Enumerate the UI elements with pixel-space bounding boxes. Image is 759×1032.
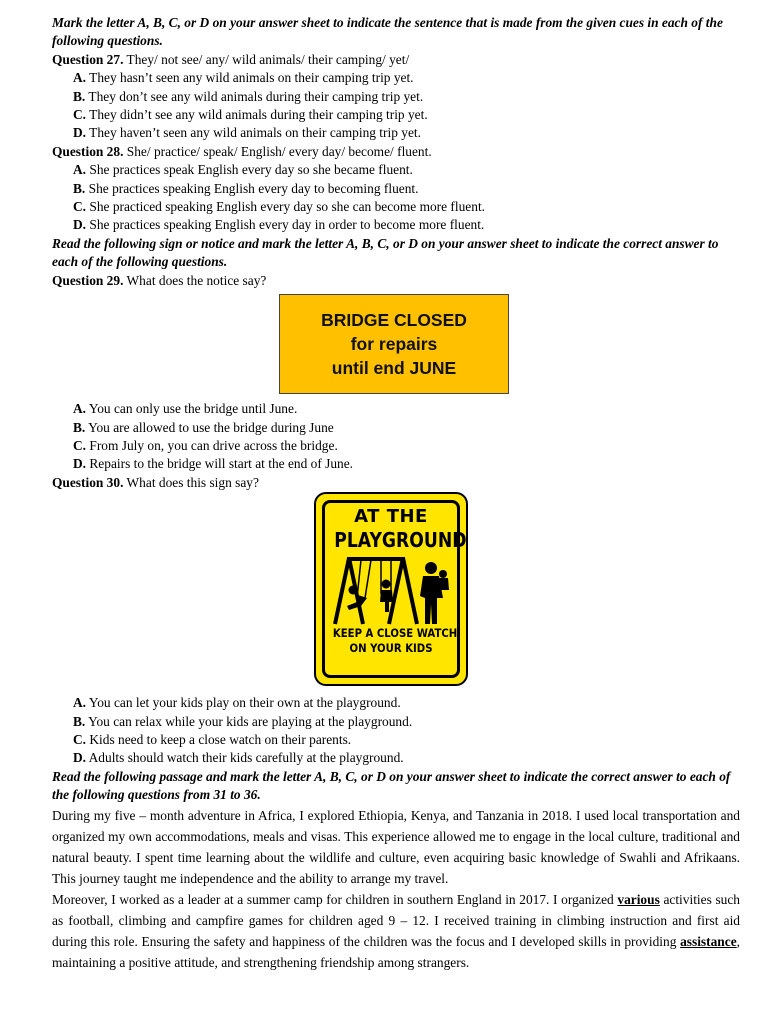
question-29-label: Question 29. <box>52 272 124 288</box>
option-letter: C. <box>73 437 87 453</box>
option-text: She practices speaking English every day to becoming fluent. <box>85 180 419 196</box>
q28-option-a[interactable] <box>52 161 740 179</box>
option-letter: C. <box>73 199 87 215</box>
q27-option-b[interactable] <box>52 88 740 106</box>
option-letter: A. <box>73 695 87 711</box>
playground-sign-container <box>52 492 740 694</box>
q27-option-a[interactable] <box>52 69 740 87</box>
option-letter: C. <box>73 107 87 123</box>
question-27-label: Question 27. <box>52 51 124 67</box>
option-letter: B. <box>73 713 86 729</box>
question-29-text: What does the notice say? <box>123 272 267 288</box>
option-text: From July on, you can drive across the bridge. <box>86 437 338 453</box>
option-letter: A. <box>73 70 87 86</box>
sign-line-2: PLAYGROUND <box>334 528 467 553</box>
option-letter: D. <box>73 217 87 233</box>
option-letter: B. <box>73 180 86 196</box>
question-28-label: Question 28. <box>52 143 124 159</box>
passage-text: , maintaining a positive attitude, and strengthening friendship among strangers. <box>52 933 740 970</box>
passage-paragraph-2 <box>52 889 740 973</box>
option-letter: D. <box>73 456 87 472</box>
sign-line-1: BRIDGE CLOSED <box>321 310 467 331</box>
question-30 <box>52 474 740 492</box>
option-text: She practices speaking English every day in order to become more fluent. <box>86 217 485 233</box>
sign-line-4: ON YOUR KIDS <box>349 641 433 656</box>
sign-line-3: until end JUNE <box>331 358 457 379</box>
instruction-passage: Read the following passage and mark the letter A, B, C, or D on your answer sheet to indicate the correct answer to each of the following questions from 31 to 36. <box>52 768 731 803</box>
instruction-signs: Read the following sign or notice and mark the letter A, B, C, or D on your answer sheet to indicate the correct answer to each of the following questions. <box>52 235 719 270</box>
q28-option-b[interactable] <box>52 180 740 198</box>
underlined-word-various: various <box>617 891 660 907</box>
question-28-text: She/ practice/ speak/ English/ every day/ become/ fluent. <box>123 143 432 159</box>
option-letter: D. <box>73 750 87 766</box>
q29-option-a[interactable] <box>52 400 740 418</box>
passage-text: Moreover, I worked as a leader at a summer camp for children in southern England in 2017. I organized <box>52 891 618 907</box>
option-text: Adults should watch their kids carefully at the playground. <box>86 750 404 766</box>
q30-option-b[interactable] <box>52 713 740 731</box>
bridge-sign-container <box>52 290 740 400</box>
question-30-label: Question 30. <box>52 474 124 490</box>
underlined-word-assistance: assistance <box>680 933 737 949</box>
q30-option-c[interactable] <box>52 731 740 749</box>
question-30-text: What does this sign say? <box>123 474 259 490</box>
playground-sign-inner <box>322 500 467 678</box>
sign-line-2: for repairs <box>350 334 438 355</box>
option-letter: B. <box>73 88 86 104</box>
option-letter: A. <box>73 401 87 417</box>
q28-option-c[interactable] <box>52 198 740 216</box>
q29-option-d[interactable] <box>52 455 740 473</box>
q30-option-d[interactable] <box>52 749 740 767</box>
exam-page <box>52 14 740 973</box>
sign-line-1: AT THE <box>354 506 428 528</box>
q29-option-c[interactable] <box>52 437 740 455</box>
option-text: She practiced speaking English every day so she can become more fluent. <box>86 199 486 215</box>
option-text: Repairs to the bridge will start at the end of June. <box>86 456 354 472</box>
option-letter: C. <box>73 731 87 747</box>
passage-paragraph-1: During my five – month adventure in Africa, I explored Ethiopia, Kenya, and Tanzania in 2018. I used local transportation and organized my own accommodations, meals and visas. This experience allowed me to engage in the local culture, traditional and natural beauty. I spent time learning about the wildlife and culture, even acquiring basic knowledge of Swahli and Afrikaans. This journey taught me independence and the ability to arrange my travel. <box>52 807 740 886</box>
question-29 <box>52 272 740 290</box>
q27-option-c[interactable] <box>52 106 740 124</box>
q27-option-d[interactable] <box>52 124 740 142</box>
q29-option-b[interactable] <box>52 419 740 437</box>
option-text: She practices speak English every day so she became fluent. <box>86 162 413 178</box>
q30-option-a[interactable] <box>52 694 740 712</box>
question-27-text: They/ not see/ any/ wild animals/ their camping/ yet/ <box>123 51 410 67</box>
option-text: They haven’t seen any wild animals on their camping trip yet. <box>86 125 421 141</box>
option-letter: B. <box>73 419 86 435</box>
option-text: Kids need to keep a close watch on their parents. <box>86 731 352 747</box>
option-letter: D. <box>73 125 87 141</box>
option-text: They don’t see any wild animals during their camping trip yet. <box>85 88 424 104</box>
question-27 <box>52 51 740 69</box>
sign-line-3: KEEP A CLOSE WATCH <box>332 626 458 641</box>
playground-sign <box>314 492 468 686</box>
option-text: You can let your kids play on their own at the playground. <box>86 695 401 711</box>
option-letter: A. <box>73 162 87 178</box>
passage-text: activities such as football, climbing and campfire games for children aged 9 – 12. I received training in climbing instruction and first aid during this role. Ensuring the safety and happiness of the children was the focus and I developed skills in providing <box>52 891 740 949</box>
option-text: You are allowed to use the bridge during June <box>85 419 334 435</box>
swing-set-family-icon <box>331 554 451 626</box>
instruction-cues: Mark the letter A, B, C, or D on your answer sheet to indicate the sentence that is made from the given cues in each of the following questions. <box>52 15 723 49</box>
option-text: They didn’t see any wild animals during their camping trip yet. <box>86 107 428 123</box>
option-text: They hasn’t seen any wild animals on their camping trip yet. <box>86 70 414 86</box>
bridge-closed-sign <box>279 294 509 394</box>
option-text: You can relax while your kids are playing at the playground. <box>85 713 413 729</box>
question-28 <box>52 143 740 161</box>
option-text: You can only use the bridge until June. <box>86 401 298 417</box>
q28-option-d[interactable] <box>52 216 740 234</box>
